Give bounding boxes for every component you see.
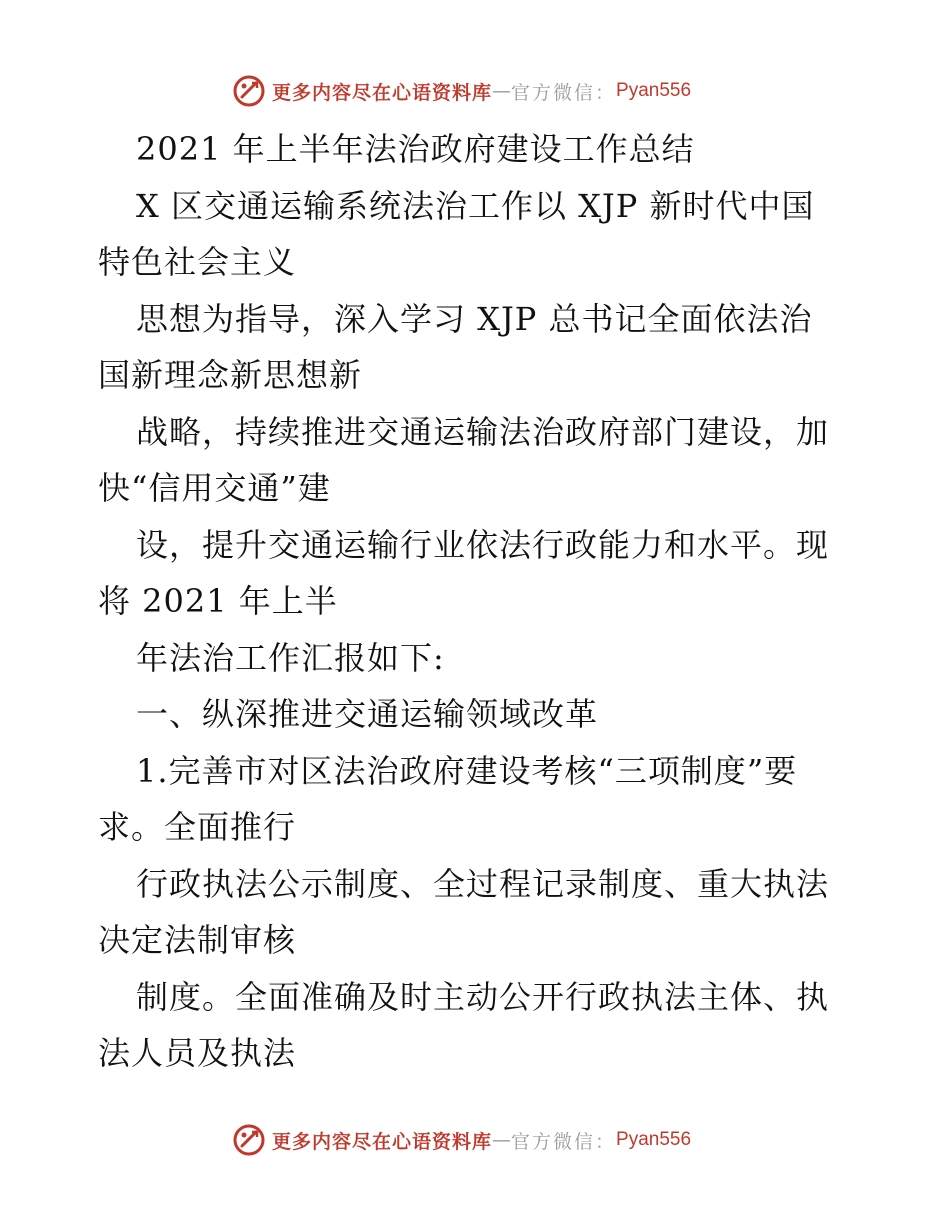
watermark-brand: 更多内容尽在心语资料库 [272,81,493,104]
document-line: 国新理念新思想新 [98,356,363,394]
watermark-label: 官方微信： [511,81,617,104]
watermark-wechat-id: Pyan556 [616,1129,692,1150]
watermark-separator: — [492,80,512,102]
document-line: 决定法制审核 [98,921,297,959]
logo-icon [232,74,266,108]
logo-icon [232,1123,266,1157]
watermark-brand: 更多内容尽在心语资料库 [272,1130,493,1153]
document-line: 法人员及执法 [98,1034,297,1072]
document-line: 设，提升交通运输行业依法行政能力和水平。现 [136,525,830,564]
header-watermark [232,71,691,111]
document-line: 1.完善市对区法治政府建设考核“三项制度”要 [136,751,798,790]
document-line: 一、纵深推进交通运输领域改革 [136,695,599,733]
document-line: 战略，持续推进交通运输法治政府部门建设，加 [136,412,830,451]
footer-watermark [232,1120,691,1160]
watermark-label: 官方微信： [511,1130,617,1153]
document-line: 特色社会主义 [98,243,297,281]
document-line: 求。全面推行 [98,808,297,846]
document-line: 思想为指导，深入学习 XJP 总书记全面依法治 [136,299,813,338]
document-line: 年法治工作汇报如下: [136,638,445,677]
document-line: 快“信用交通”建 [98,469,331,507]
document-line: X 区交通运输系统法治工作以 XJP 新时代中国 [136,186,815,225]
watermark-separator: — [492,1129,512,1151]
document-line: 2021 年上半年法治政府建设工作总结 [136,130,695,168]
document-line: 将 2021 年上半 [98,582,338,620]
watermark-wechat-id: Pyan556 [616,80,692,101]
document-body [98,121,858,1082]
document-line: 制度。全面准确及时主动公开行政执法主体、执 [136,977,830,1016]
document-line: 行政执法公示制度、全过程记录制度、重大执法 [136,864,830,903]
